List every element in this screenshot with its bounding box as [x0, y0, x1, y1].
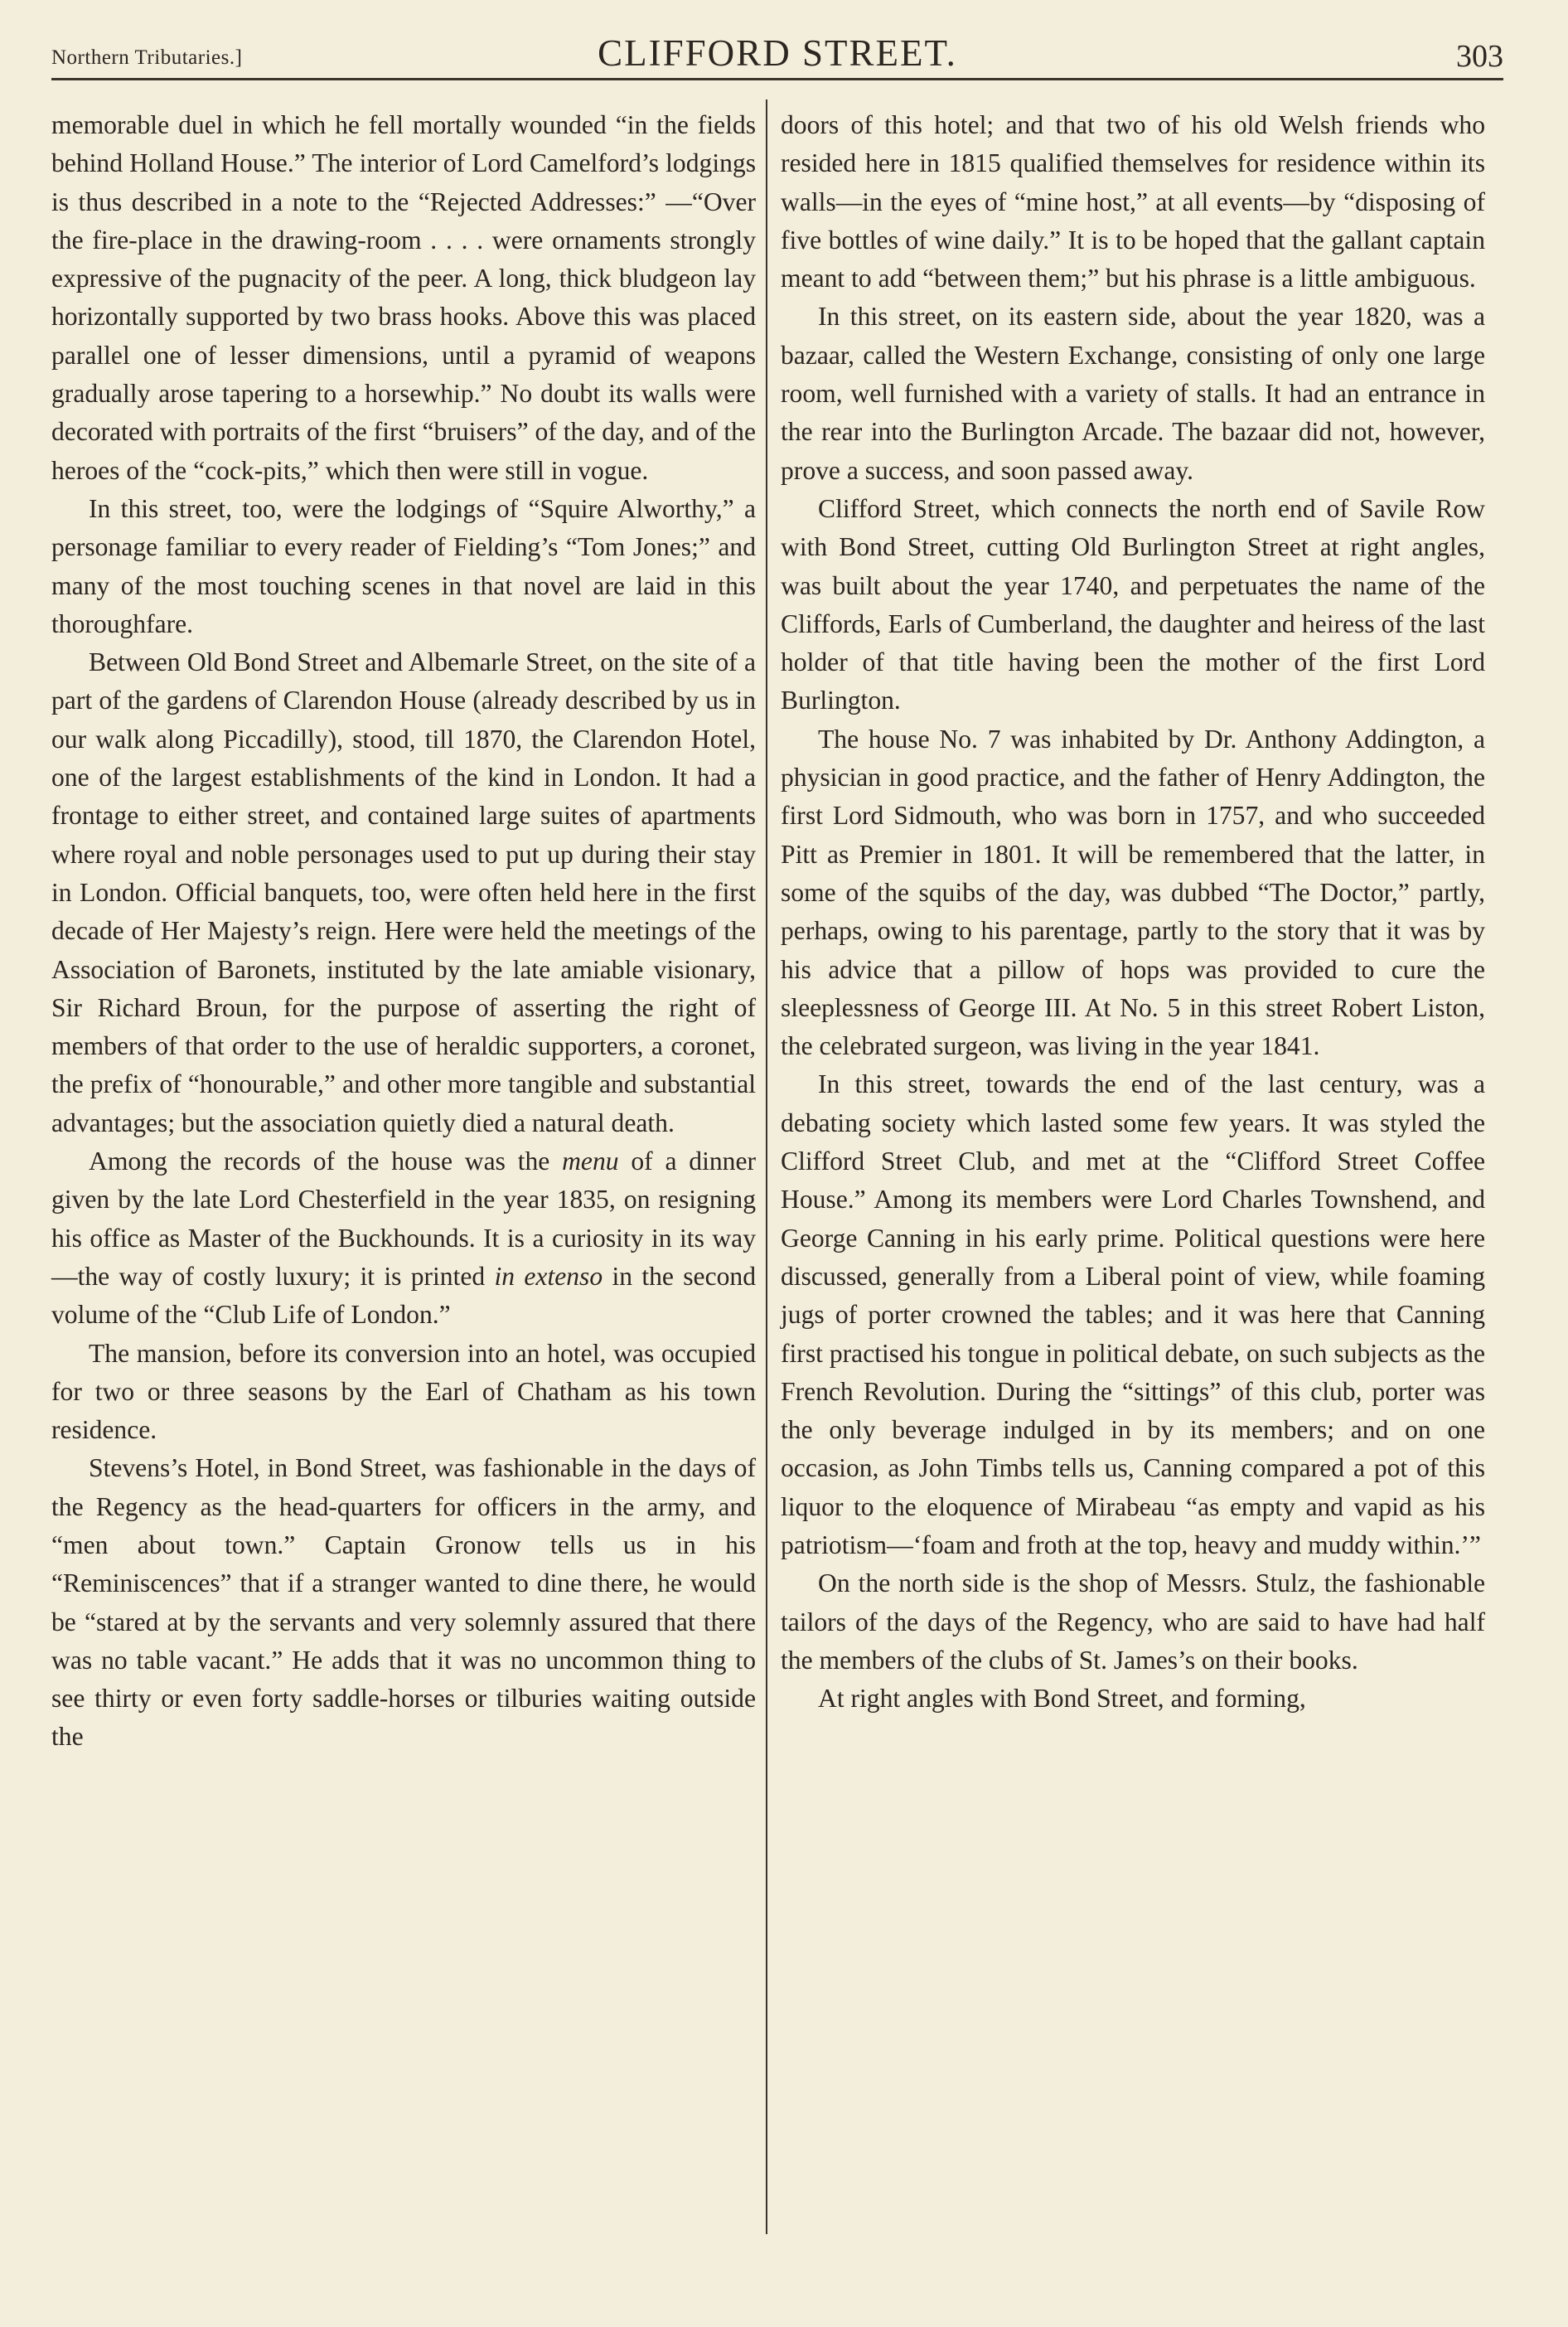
text-run: Among the records of the house was the	[89, 1147, 563, 1176]
section-label: Northern Tributaries.]	[51, 46, 243, 69]
paragraph: memorable duel in which he fell mortally wounded “in the fields behind Holland House.” The interior of Lord Camelford’s lodgings is thus described in a note to the “Rejected Addresses:” —“Over the fire-place in the drawing-room . . . . were ornaments strongly expressive of the pugnacity of the peer. A long, thick bludgeon lay horizontally supported by two brass hooks. Above this was placed parallel one of lesser dimensions, until a pyramid of weapons gradually arose tapering to a horsewhip.” No doubt its walls were decorated with portraits of the first “bruisers” of the day, and of the heroes of the “cock-pits,” which then were still in vogue.	[51, 110, 756, 485]
paragraph: At right angles with Bond Street, and forming,	[818, 1684, 1306, 1714]
left-column	[51, 106, 756, 1757]
paragraph: Stevens’s Hotel, in Bond Street, was fashionable in the days of the Regency as the head-quarters for officers in the army, and “men about town.” Captain Gronow tells us in his “Reminiscences” that if a stranger wanted to dine there, he would be “stared at by the servants and very solemnly assured that there was no table vacant.” He adds that it was no uncommon thing to see thirty or even forty saddle-horses or tilburies waiting outside the	[51, 1453, 756, 1752]
italic-text: menu	[562, 1147, 619, 1176]
running-header	[51, 32, 1503, 81]
italic-text: in extenso	[494, 1261, 603, 1291]
header-rule	[51, 78, 1503, 80]
paragraph: The mansion, before its conversion into an hotel, was occupied for two or three seasons by the Earl of Chatham as his town residence.	[51, 1338, 756, 1445]
text-run: of a dinner given by the late Lord Chesterfield in the year 1835, on resigning his office as Master of the Buckhounds. It is a curiosity in its way—the way of costly luxury; it is printed	[51, 1147, 756, 1291]
right-column	[781, 106, 1485, 1718]
paragraph: The house No. 7 was inhabited by Dr. Anthony Addington, a physician in good practice, and the father of Henry Addington, the first Lord Sidmouth, who was born in 1757, and who succeeded Pitt as Premier in 1801. It will be remembered that the latter, in some of the squibs of the day, was dubbed “The Doctor,” partly, perhaps, owing to his parentage, partly to the story that it was by his advice that a pillow of hops was provided to cure the sleeplessness of George III. At No. 5 in this street Robert Liston, the celebrated surgeon, was living in the year 1841.	[781, 724, 1485, 1061]
paragraph: In this street, on its eastern side, about the year 1820, was a bazaar, called the Western Exchange, consisting of only one large room, well furnished with a variety of stalls. It had an entrance in the rear into the Burlington Arcade. The bazaar did not, however, prove a success, and soon passed away.	[781, 302, 1485, 485]
paragraph: On the north side is the shop of Messrs. Stulz, the fashionable tailors of the days of the Regency, who are said to have had half the members of the clubs of St. James’s on their books.	[781, 1568, 1485, 1675]
paragraph: Clifford Street, which connects the north end of Savile Row with Bond Street, cutting Old Burlington Street at right angles, was built about the year 1740, and perpetuates the name of the Cliffords, Earls of Cumberland, the daughter and heiress of the last holder of that title having been the mother of the first Lord Burlington.	[781, 493, 1485, 715]
page-title: CLIFFORD STREET.	[598, 32, 957, 74]
paragraph: Between Old Bond Street and Albemarle Street, on the site of a part of the gardens of Clarendon House (already described by us in our walk along Piccadilly), stood, till 1870, the Clarendon Hotel, one of the largest establishments of the kind in London. It had a frontage to either street, and contained large suites of apartments where royal and noble personages used to put up during their stay in London. Official banquets, too, were often held here in the first decade of Her Majesty’s reign. Here were held the meetings of the Association of Baronets, instituted by the late amiable visionary, Sir Richard Broun, for the purpose of asserting the right of members of that order to the use of heraldic supporters, a coronet, the prefix of “honourable,” and other more tangible and substantial advantages; but the association quietly died a natural death.	[51, 647, 756, 1137]
text-run: in the second volume of the “Club Life of London.”	[51, 1261, 756, 1330]
paragraph: In this street, too, were the lodgings of “Squire Alworthy,” a personage familiar to every reader of Fielding’s “Tom Jones;” and many of the most touching scenes in that novel are laid in this thoroughfare.	[51, 493, 756, 638]
paragraph: doors of this hotel; and that two of his old Welsh friends who resided here in 1815 qualified themselves for residence within its walls—in the eyes of “mine host,” at all events—by “disposing of five bottles of wine daily.” It is to be hoped that the gallant captain meant to add “between them;” but his phrase is a little ambiguous.	[781, 110, 1485, 293]
paragraph: In this street, towards the end of the last century, was a debating society which lasted some few years. It was styled the Clifford Street Club, and met at the “Clifford Street Coffee House.” Among its members were Lord Charles Townshend, and George Canning in his early prime. Political questions were here discussed, generally from a Liberal point of view, while foaming jugs of porter crowned the tables; and it was here that Canning first practised his tongue in political debate, on such subjects as the French Revolution. During the “sittings” of this club, porter was the only beverage indulged in by its members; and on one occasion, as John Timbs tells us, Canning compared a pot of this liquor to the eloquence of Mirabeau “as empty and vapid as his patriotism—‘foam and froth at the top, heavy and muddy within.’”	[781, 1069, 1485, 1559]
column-divider	[766, 99, 767, 2234]
paragraph	[51, 1142, 756, 1334]
page-number: 303	[1456, 39, 1503, 74]
